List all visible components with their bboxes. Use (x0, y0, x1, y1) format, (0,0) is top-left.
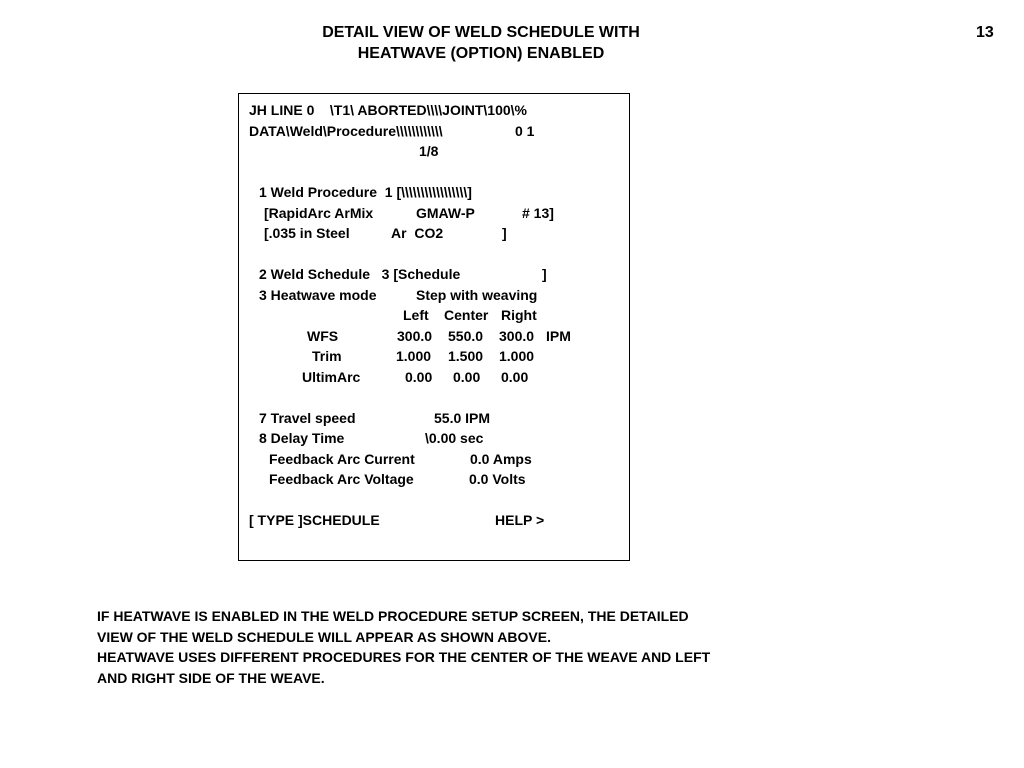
table-row-label: UltimArc (302, 368, 361, 385)
screen-header-line-1: JH LINE 0 \T1\ ABORTED\\\\JOINT\100\% (249, 102, 527, 118)
teach-pendant-screen (238, 93, 630, 561)
column-header-center: Center (444, 307, 489, 323)
delay-time-label: 8 Delay Time (259, 430, 345, 446)
table-cell-right: 0.00 (501, 368, 529, 385)
table-row-unit: IPM (546, 327, 571, 344)
function-key-row (239, 510, 545, 530)
table-cell-right: 300.0 (499, 327, 535, 344)
table-cell-left: 1.000 (396, 348, 432, 364)
page-indicator: 1/8 (419, 143, 439, 159)
screen-header-row-2 (239, 121, 535, 141)
table-row[interactable] (239, 326, 571, 346)
slide-notes (97, 606, 997, 689)
travel-speed-row[interactable] (239, 408, 491, 428)
table-row[interactable] (239, 346, 535, 366)
delay-time-value: \0.00 sec (425, 430, 484, 446)
screen-header-line-2: DATA\Weld\Procedure\\\\\\\\\\\\ (249, 122, 443, 139)
column-header-right: Right (501, 307, 537, 323)
slide-title-line-1: DETAIL VIEW OF WELD SCHEDULE WITH (322, 24, 640, 41)
feedback-voltage-value: 0.0 Volts (469, 471, 526, 487)
weld-schedule-close: ] (542, 266, 547, 282)
table-cell-right: 1.000 (499, 348, 535, 364)
slide-notes-line-2: VIEW OF THE WELD SCHEDULE WILL APPEAR AS SHOWN ABOVE. (97, 628, 551, 645)
slide-notes-line-1: IF HEATWAVE IS ENABLED IN THE WELD PROCEDURE SETUP SCREEN, THE DETAILED (97, 608, 689, 624)
feedback-current-value: 0.0 Amps (470, 450, 532, 467)
type-schedule-key[interactable]: [ TYPE ]SCHEDULE (249, 512, 380, 528)
delay-time-row[interactable] (239, 428, 484, 448)
page-number: 13 (976, 24, 994, 41)
slide-notes-line-4: AND RIGHT SIDE OF THE WEAVE. (97, 670, 325, 687)
table-row-label: WFS (307, 327, 339, 344)
screen-header-line-2-value: 0 1 (515, 122, 535, 139)
table-cell-center: 1.500 (448, 348, 484, 364)
table-cell-left: 0.00 (405, 368, 433, 385)
slide-title-line-2: HEATWAVE (OPTION) ENABLED (357, 45, 605, 62)
heatwave-mode-label: 3 Heatwave mode (259, 286, 377, 303)
help-key[interactable]: HELP > (495, 512, 545, 528)
procedure-close-bracket: ] (502, 225, 507, 241)
travel-speed-label: 7 Travel speed (259, 409, 356, 426)
slide-notes-line-3: HEATWAVE USES DIFFERENT PROCEDURES FOR THE CENTER OF THE WEAVE AND LEFT (97, 649, 711, 666)
heatwave-mode-value: Step with weaving (416, 286, 538, 303)
weld-procedure-row[interactable] (239, 182, 472, 202)
procedure-gas: Ar CO2 (391, 225, 444, 241)
page-indicator-row (239, 141, 439, 161)
weld-schedule-label: 2 Weld Schedule 3 [Schedule (259, 266, 461, 282)
feedback-voltage-row (239, 469, 526, 489)
table-cell-left: 300.0 (397, 327, 433, 344)
table-row[interactable] (239, 367, 529, 387)
procedure-mode: GMAW-P (416, 204, 475, 221)
slide-title (0, 22, 962, 64)
column-header-left: Left (403, 307, 429, 323)
feedback-voltage-label: Feedback Arc Voltage (269, 471, 414, 487)
weld-procedure-detail-row-2 (239, 223, 507, 243)
procedure-wire: [.035 in Steel (264, 225, 350, 241)
feedback-current-row (239, 449, 532, 469)
weld-procedure-label: 1 Weld Procedure 1 [\\\\\\\\\\\\\\\\\] (259, 184, 472, 200)
feedback-current-label: Feedback Arc Current (269, 450, 415, 467)
weld-procedure-detail-row-1 (239, 203, 554, 223)
table-cell-center: 0.00 (453, 368, 481, 385)
weld-schedule-row[interactable] (239, 264, 547, 284)
table-row-label: Trim (312, 348, 342, 364)
screen-header-row-1 (239, 100, 527, 120)
heatwave-table-header (239, 305, 537, 325)
table-cell-center: 550.0 (448, 327, 484, 344)
procedure-process: [RapidArc ArMix (264, 204, 374, 221)
travel-speed-value: 55.0 IPM (434, 409, 491, 426)
procedure-number: # 13] (522, 204, 554, 221)
heatwave-mode-row[interactable] (239, 285, 538, 305)
